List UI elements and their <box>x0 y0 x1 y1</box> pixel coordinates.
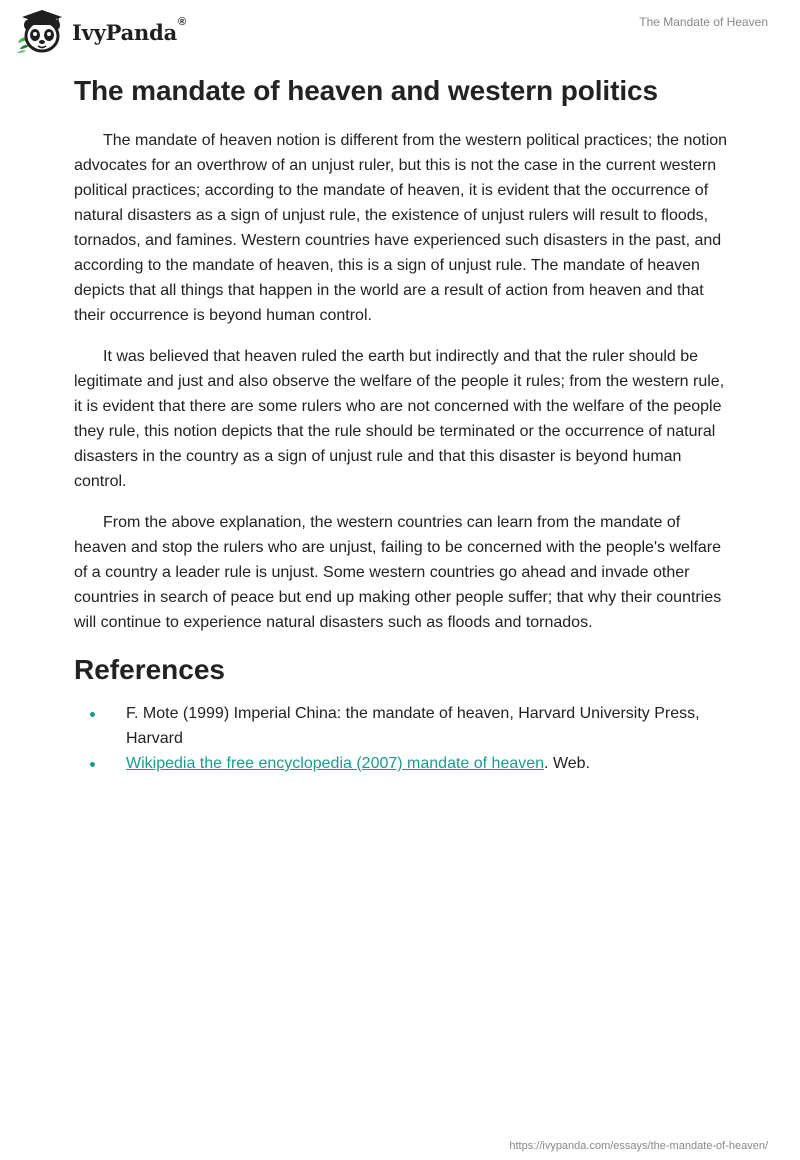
bullet-icon <box>90 712 95 717</box>
reference-link-wikipedia[interactable]: Wikipedia the free encyclopedia (2007) mandate of heaven <box>126 755 545 772</box>
reference-item <box>74 701 728 751</box>
paragraph-3: From the above explanation, the western countries can learn from the mandate of heaven and stop the rulers who are unjust, failing to be concerned with the people's welfare of a country a leader rule is unjust. Some western countries go ahead and invade other countries in search of peace but end up making other people suffer; that why their countries will continue to experience natural disasters such as floods and tornados. <box>74 514 722 631</box>
bullet-icon <box>90 762 95 767</box>
paragraph-2: It was believed that heaven ruled the earth but indirectly and that the ruler should be legitimate and just and also observe the welfare of the people it rules; from the western rule, it is evident that there are some rulers who are not concerned with the welfare of the people they rule, this notion depicts that the rule should be terminated or the occurrence of natural disasters in the country as a sign of unjust rule and that this disaster is beyond human control. <box>74 348 725 490</box>
logo-wordmark: IvyPanda® <box>72 15 186 45</box>
panda-graduation-cap-icon <box>14 9 66 55</box>
article-content <box>74 74 728 776</box>
site-logo[interactable] <box>14 8 186 56</box>
footer-url: https://ivypanda.com/essays/the-mandate-of-heaven/ <box>509 1140 768 1152</box>
reference-suffix: . Web. <box>544 755 590 772</box>
reference-item <box>74 751 728 776</box>
references-heading: References <box>74 654 225 685</box>
reference-text: F. Mote (1999) Imperial China: the mandate of heaven, Harvard University Press, Harvard <box>126 705 700 747</box>
references-list <box>74 701 728 776</box>
document-header-title: The Mandate of Heaven <box>639 15 768 29</box>
registered-mark: ® <box>178 15 186 28</box>
article-title: The mandate of heaven and western politics <box>74 75 658 106</box>
paragraph-1: The mandate of heaven notion is different from the western political practices; the notion advocates for an overthrow of an unjust ruler, but this is not the case in the current western political practices; according to the mandate of heaven, it is evident that the occurrence of natural disasters as a sign of unjust rule, the existence of unjust rulers will result to floods, tornados, and famines. Western countries have experienced such disasters in the past, and according to the mandate of heaven, this is a sign of unjust rule. The mandate of heaven depicts that all things that happen in the world are a result of action from heaven and that their occurrence is beyond human control. <box>74 132 728 324</box>
